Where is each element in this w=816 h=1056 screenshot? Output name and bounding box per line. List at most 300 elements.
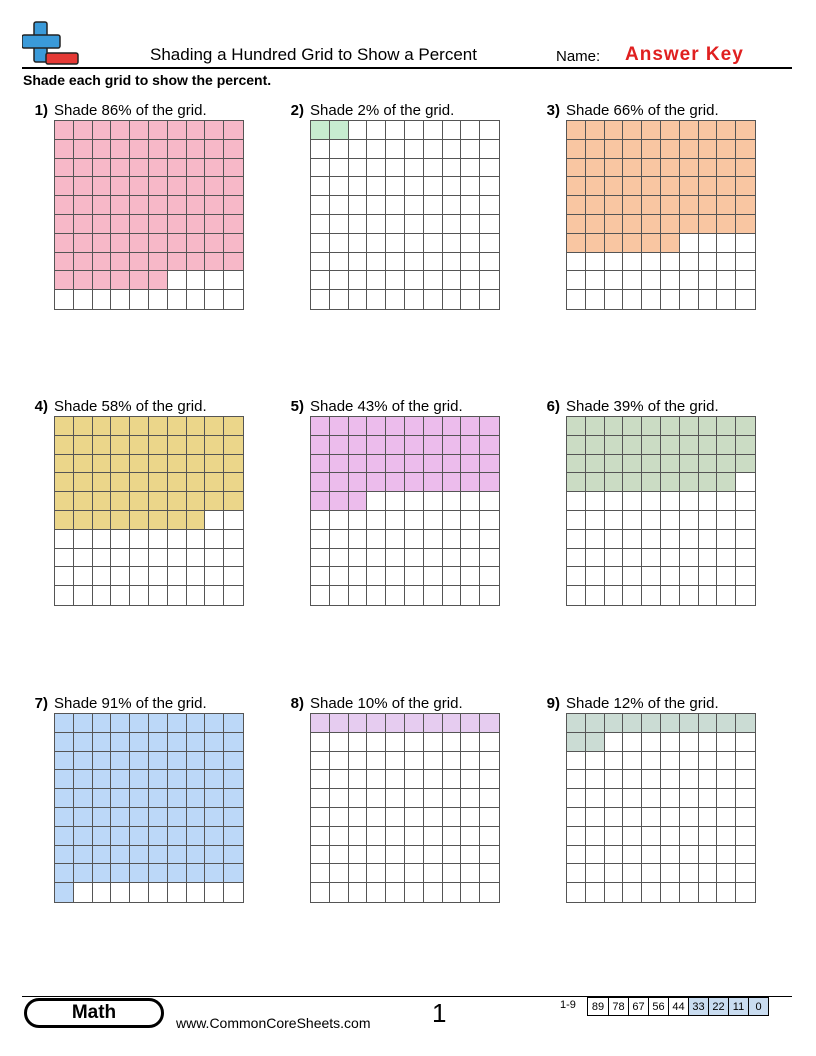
grid-cell[interactable]: [330, 215, 349, 234]
shaded-grid-cell[interactable]: [74, 846, 93, 865]
grid-cell[interactable]: [168, 883, 187, 902]
grid-cell[interactable]: [367, 121, 386, 140]
grid-cell[interactable]: [567, 586, 586, 605]
shaded-grid-cell[interactable]: [680, 196, 699, 215]
shaded-grid-cell[interactable]: [93, 253, 112, 272]
shaded-grid-cell[interactable]: [130, 827, 149, 846]
grid-cell[interactable]: [567, 789, 586, 808]
grid-cell[interactable]: [349, 121, 368, 140]
grid-cell[interactable]: [74, 290, 93, 309]
shaded-grid-cell[interactable]: [586, 455, 605, 474]
shaded-grid-cell[interactable]: [224, 846, 243, 865]
shaded-grid-cell[interactable]: [424, 455, 443, 474]
shaded-grid-cell[interactable]: [205, 846, 224, 865]
shaded-grid-cell[interactable]: [642, 177, 661, 196]
shaded-grid-cell[interactable]: [642, 455, 661, 474]
shaded-grid-cell[interactable]: [330, 121, 349, 140]
shaded-grid-cell[interactable]: [205, 177, 224, 196]
grid-cell[interactable]: [480, 827, 499, 846]
grid-cell[interactable]: [349, 846, 368, 865]
grid-cell[interactable]: [443, 253, 462, 272]
shaded-grid-cell[interactable]: [111, 827, 130, 846]
shaded-grid-cell[interactable]: [680, 121, 699, 140]
shaded-grid-cell[interactable]: [443, 417, 462, 436]
grid-cell[interactable]: [424, 808, 443, 827]
grid-cell[interactable]: [623, 492, 642, 511]
shaded-grid-cell[interactable]: [168, 177, 187, 196]
grid-cell[interactable]: [642, 883, 661, 902]
grid-cell[interactable]: [443, 215, 462, 234]
grid-cell[interactable]: [55, 530, 74, 549]
shaded-grid-cell[interactable]: [130, 417, 149, 436]
shaded-grid-cell[interactable]: [680, 417, 699, 436]
shaded-grid-cell[interactable]: [149, 196, 168, 215]
grid-cell[interactable]: [330, 530, 349, 549]
shaded-grid-cell[interactable]: [55, 846, 74, 865]
grid-cell[interactable]: [367, 846, 386, 865]
grid-cell[interactable]: [717, 808, 736, 827]
grid-cell[interactable]: [443, 846, 462, 865]
shaded-grid-cell[interactable]: [93, 752, 112, 771]
shaded-grid-cell[interactable]: [717, 215, 736, 234]
grid-cell[interactable]: [386, 215, 405, 234]
shaded-grid-cell[interactable]: [224, 455, 243, 474]
shaded-grid-cell[interactable]: [567, 121, 586, 140]
shaded-grid-cell[interactable]: [55, 253, 74, 272]
shaded-grid-cell[interactable]: [605, 121, 624, 140]
grid-cell[interactable]: [330, 770, 349, 789]
shaded-grid-cell[interactable]: [367, 436, 386, 455]
grid-cell[interactable]: [330, 253, 349, 272]
grid-cell[interactable]: [605, 511, 624, 530]
shaded-grid-cell[interactable]: [623, 140, 642, 159]
grid-cell[interactable]: [567, 883, 586, 902]
grid-cell[interactable]: [736, 883, 755, 902]
shaded-grid-cell[interactable]: [187, 733, 206, 752]
grid-cell[interactable]: [680, 511, 699, 530]
shaded-grid-cell[interactable]: [623, 177, 642, 196]
shaded-grid-cell[interactable]: [55, 864, 74, 883]
shaded-grid-cell[interactable]: [168, 789, 187, 808]
shaded-grid-cell[interactable]: [149, 864, 168, 883]
grid-cell[interactable]: [224, 549, 243, 568]
grid-cell[interactable]: [605, 567, 624, 586]
grid-cell[interactable]: [699, 846, 718, 865]
grid-cell[interactable]: [567, 770, 586, 789]
grid-cell[interactable]: [349, 549, 368, 568]
grid-cell[interactable]: [623, 770, 642, 789]
shaded-grid-cell[interactable]: [93, 215, 112, 234]
grid-cell[interactable]: [367, 140, 386, 159]
shaded-grid-cell[interactable]: [74, 253, 93, 272]
grid-cell[interactable]: [586, 789, 605, 808]
grid-cell[interactable]: [311, 586, 330, 605]
shaded-grid-cell[interactable]: [424, 473, 443, 492]
grid-cell[interactable]: [680, 253, 699, 272]
shaded-grid-cell[interactable]: [187, 159, 206, 178]
shaded-grid-cell[interactable]: [642, 159, 661, 178]
shaded-grid-cell[interactable]: [224, 827, 243, 846]
shaded-grid-cell[interactable]: [149, 121, 168, 140]
grid-cell[interactable]: [567, 253, 586, 272]
shaded-grid-cell[interactable]: [55, 733, 74, 752]
grid-cell[interactable]: [605, 864, 624, 883]
shaded-grid-cell[interactable]: [349, 436, 368, 455]
hundred-grid[interactable]: [310, 416, 500, 606]
shaded-grid-cell[interactable]: [55, 436, 74, 455]
shaded-grid-cell[interactable]: [111, 808, 130, 827]
shaded-grid-cell[interactable]: [149, 827, 168, 846]
grid-cell[interactable]: [405, 253, 424, 272]
shaded-grid-cell[interactable]: [55, 714, 74, 733]
shaded-grid-cell[interactable]: [349, 417, 368, 436]
grid-cell[interactable]: [586, 883, 605, 902]
grid-cell[interactable]: [443, 234, 462, 253]
grid-cell[interactable]: [642, 864, 661, 883]
grid-cell[interactable]: [661, 511, 680, 530]
shaded-grid-cell[interactable]: [642, 121, 661, 140]
shaded-grid-cell[interactable]: [55, 752, 74, 771]
shaded-grid-cell[interactable]: [187, 752, 206, 771]
shaded-grid-cell[interactable]: [55, 473, 74, 492]
grid-cell[interactable]: [349, 177, 368, 196]
grid-cell[interactable]: [717, 789, 736, 808]
shaded-grid-cell[interactable]: [130, 455, 149, 474]
grid-cell[interactable]: [111, 290, 130, 309]
grid-cell[interactable]: [443, 770, 462, 789]
shaded-grid-cell[interactable]: [605, 714, 624, 733]
grid-cell[interactable]: [224, 511, 243, 530]
grid-cell[interactable]: [680, 234, 699, 253]
grid-cell[interactable]: [311, 549, 330, 568]
shaded-grid-cell[interactable]: [168, 234, 187, 253]
grid-cell[interactable]: [661, 883, 680, 902]
grid-cell[interactable]: [480, 808, 499, 827]
grid-cell[interactable]: [642, 752, 661, 771]
grid-cell[interactable]: [661, 253, 680, 272]
grid-cell[interactable]: [717, 846, 736, 865]
shaded-grid-cell[interactable]: [130, 253, 149, 272]
grid-cell[interactable]: [642, 567, 661, 586]
grid-cell[interactable]: [93, 530, 112, 549]
grid-cell[interactable]: [330, 883, 349, 902]
grid-cell[interactable]: [461, 752, 480, 771]
shaded-grid-cell[interactable]: [187, 253, 206, 272]
grid-cell[interactable]: [405, 770, 424, 789]
grid-cell[interactable]: [386, 846, 405, 865]
shaded-grid-cell[interactable]: [205, 196, 224, 215]
shaded-grid-cell[interactable]: [480, 714, 499, 733]
grid-cell[interactable]: [367, 770, 386, 789]
shaded-grid-cell[interactable]: [205, 770, 224, 789]
grid-cell[interactable]: [187, 567, 206, 586]
hundred-grid[interactable]: [566, 416, 756, 606]
shaded-grid-cell[interactable]: [149, 770, 168, 789]
shaded-grid-cell[interactable]: [187, 492, 206, 511]
shaded-grid-cell[interactable]: [586, 436, 605, 455]
shaded-grid-cell[interactable]: [224, 234, 243, 253]
shaded-grid-cell[interactable]: [311, 714, 330, 733]
shaded-grid-cell[interactable]: [224, 196, 243, 215]
shaded-grid-cell[interactable]: [605, 417, 624, 436]
grid-cell[interactable]: [311, 808, 330, 827]
shaded-grid-cell[interactable]: [55, 196, 74, 215]
shaded-grid-cell[interactable]: [187, 846, 206, 865]
grid-cell[interactable]: [661, 752, 680, 771]
grid-cell[interactable]: [149, 530, 168, 549]
shaded-grid-cell[interactable]: [205, 789, 224, 808]
grid-cell[interactable]: [661, 530, 680, 549]
shaded-grid-cell[interactable]: [605, 215, 624, 234]
shaded-grid-cell[interactable]: [74, 492, 93, 511]
grid-cell[interactable]: [386, 290, 405, 309]
shaded-grid-cell[interactable]: [605, 196, 624, 215]
grid-cell[interactable]: [367, 567, 386, 586]
shaded-grid-cell[interactable]: [717, 473, 736, 492]
grid-cell[interactable]: [661, 808, 680, 827]
grid-cell[interactable]: [311, 177, 330, 196]
shaded-grid-cell[interactable]: [55, 789, 74, 808]
grid-cell[interactable]: [367, 586, 386, 605]
grid-cell[interactable]: [461, 883, 480, 902]
shaded-grid-cell[interactable]: [736, 196, 755, 215]
grid-cell[interactable]: [736, 549, 755, 568]
grid-cell[interactable]: [424, 234, 443, 253]
grid-cell[interactable]: [443, 883, 462, 902]
shaded-grid-cell[interactable]: [130, 473, 149, 492]
grid-cell[interactable]: [367, 271, 386, 290]
grid-cell[interactable]: [480, 586, 499, 605]
shaded-grid-cell[interactable]: [680, 215, 699, 234]
shaded-grid-cell[interactable]: [149, 417, 168, 436]
grid-cell[interactable]: [367, 549, 386, 568]
shaded-grid-cell[interactable]: [605, 473, 624, 492]
grid-cell[interactable]: [55, 586, 74, 605]
shaded-grid-cell[interactable]: [130, 271, 149, 290]
shaded-grid-cell[interactable]: [224, 417, 243, 436]
shaded-grid-cell[interactable]: [717, 436, 736, 455]
grid-cell[interactable]: [623, 271, 642, 290]
grid-cell[interactable]: [349, 530, 368, 549]
shaded-grid-cell[interactable]: [623, 121, 642, 140]
grid-cell[interactable]: [386, 864, 405, 883]
shaded-grid-cell[interactable]: [205, 140, 224, 159]
grid-cell[interactable]: [187, 586, 206, 605]
grid-cell[interactable]: [424, 159, 443, 178]
grid-cell[interactable]: [205, 530, 224, 549]
grid-cell[interactable]: [149, 883, 168, 902]
shaded-grid-cell[interactable]: [93, 808, 112, 827]
shaded-grid-cell[interactable]: [680, 473, 699, 492]
grid-cell[interactable]: [642, 511, 661, 530]
grid-cell[interactable]: [567, 864, 586, 883]
grid-cell[interactable]: [330, 159, 349, 178]
grid-cell[interactable]: [480, 196, 499, 215]
shaded-grid-cell[interactable]: [567, 436, 586, 455]
shaded-grid-cell[interactable]: [111, 436, 130, 455]
shaded-grid-cell[interactable]: [168, 511, 187, 530]
grid-cell[interactable]: [680, 530, 699, 549]
shaded-grid-cell[interactable]: [311, 436, 330, 455]
shaded-grid-cell[interactable]: [699, 215, 718, 234]
shaded-grid-cell[interactable]: [93, 436, 112, 455]
shaded-grid-cell[interactable]: [168, 159, 187, 178]
grid-cell[interactable]: [55, 290, 74, 309]
grid-cell[interactable]: [717, 511, 736, 530]
grid-cell[interactable]: [605, 827, 624, 846]
grid-cell[interactable]: [623, 530, 642, 549]
shaded-grid-cell[interactable]: [55, 883, 74, 902]
grid-cell[interactable]: [642, 808, 661, 827]
shaded-grid-cell[interactable]: [661, 140, 680, 159]
grid-cell[interactable]: [567, 549, 586, 568]
grid-cell[interactable]: [623, 733, 642, 752]
grid-cell[interactable]: [424, 177, 443, 196]
grid-cell[interactable]: [187, 530, 206, 549]
shaded-grid-cell[interactable]: [586, 473, 605, 492]
grid-cell[interactable]: [187, 549, 206, 568]
grid-cell[interactable]: [205, 567, 224, 586]
grid-cell[interactable]: [480, 492, 499, 511]
shaded-grid-cell[interactable]: [205, 733, 224, 752]
shaded-grid-cell[interactable]: [111, 121, 130, 140]
shaded-grid-cell[interactable]: [205, 436, 224, 455]
shaded-grid-cell[interactable]: [480, 436, 499, 455]
grid-cell[interactable]: [680, 770, 699, 789]
grid-cell[interactable]: [680, 290, 699, 309]
grid-cell[interactable]: [405, 159, 424, 178]
grid-cell[interactable]: [586, 492, 605, 511]
grid-cell[interactable]: [717, 733, 736, 752]
grid-cell[interactable]: [349, 789, 368, 808]
shaded-grid-cell[interactable]: [187, 827, 206, 846]
shaded-grid-cell[interactable]: [187, 864, 206, 883]
shaded-grid-cell[interactable]: [149, 714, 168, 733]
grid-cell[interactable]: [443, 567, 462, 586]
grid-cell[interactable]: [367, 253, 386, 272]
grid-cell[interactable]: [405, 846, 424, 865]
shaded-grid-cell[interactable]: [149, 159, 168, 178]
shaded-grid-cell[interactable]: [461, 714, 480, 733]
grid-cell[interactable]: [443, 789, 462, 808]
shaded-grid-cell[interactable]: [55, 271, 74, 290]
grid-cell[interactable]: [349, 770, 368, 789]
shaded-grid-cell[interactable]: [74, 215, 93, 234]
shaded-grid-cell[interactable]: [567, 177, 586, 196]
grid-cell[interactable]: [661, 864, 680, 883]
shaded-grid-cell[interactable]: [168, 714, 187, 733]
shaded-grid-cell[interactable]: [680, 436, 699, 455]
grid-cell[interactable]: [586, 549, 605, 568]
shaded-grid-cell[interactable]: [349, 455, 368, 474]
grid-cell[interactable]: [699, 752, 718, 771]
shaded-grid-cell[interactable]: [74, 473, 93, 492]
grid-cell[interactable]: [386, 586, 405, 605]
shaded-grid-cell[interactable]: [224, 733, 243, 752]
grid-cell[interactable]: [187, 883, 206, 902]
grid-cell[interactable]: [349, 196, 368, 215]
grid-cell[interactable]: [605, 271, 624, 290]
shaded-grid-cell[interactable]: [74, 511, 93, 530]
grid-cell[interactable]: [586, 752, 605, 771]
shaded-grid-cell[interactable]: [386, 455, 405, 474]
shaded-grid-cell[interactable]: [349, 473, 368, 492]
grid-cell[interactable]: [367, 234, 386, 253]
grid-cell[interactable]: [736, 733, 755, 752]
shaded-grid-cell[interactable]: [717, 159, 736, 178]
shaded-grid-cell[interactable]: [567, 159, 586, 178]
grid-cell[interactable]: [605, 549, 624, 568]
shaded-grid-cell[interactable]: [736, 215, 755, 234]
shaded-grid-cell[interactable]: [680, 140, 699, 159]
grid-cell[interactable]: [443, 196, 462, 215]
grid-cell[interactable]: [424, 883, 443, 902]
shaded-grid-cell[interactable]: [699, 121, 718, 140]
shaded-grid-cell[interactable]: [187, 473, 206, 492]
grid-cell[interactable]: [443, 733, 462, 752]
shaded-grid-cell[interactable]: [443, 714, 462, 733]
shaded-grid-cell[interactable]: [405, 417, 424, 436]
grid-cell[interactable]: [736, 290, 755, 309]
grid-cell[interactable]: [623, 567, 642, 586]
shaded-grid-cell[interactable]: [187, 140, 206, 159]
grid-cell[interactable]: [699, 492, 718, 511]
shaded-grid-cell[interactable]: [205, 121, 224, 140]
grid-cell[interactable]: [330, 808, 349, 827]
shaded-grid-cell[interactable]: [405, 455, 424, 474]
grid-cell[interactable]: [386, 159, 405, 178]
grid-cell[interactable]: [205, 511, 224, 530]
shaded-grid-cell[interactable]: [717, 417, 736, 436]
grid-cell[interactable]: [405, 586, 424, 605]
grid-cell[interactable]: [74, 530, 93, 549]
grid-cell[interactable]: [367, 530, 386, 549]
shaded-grid-cell[interactable]: [149, 455, 168, 474]
grid-cell[interactable]: [55, 549, 74, 568]
grid-cell[interactable]: [311, 140, 330, 159]
grid-cell[interactable]: [424, 789, 443, 808]
grid-cell[interactable]: [168, 567, 187, 586]
grid-cell[interactable]: [699, 511, 718, 530]
grid-cell[interactable]: [330, 271, 349, 290]
grid-cell[interactable]: [717, 827, 736, 846]
grid-cell[interactable]: [605, 808, 624, 827]
grid-cell[interactable]: [605, 530, 624, 549]
shaded-grid-cell[interactable]: [642, 196, 661, 215]
shaded-grid-cell[interactable]: [642, 473, 661, 492]
grid-cell[interactable]: [480, 253, 499, 272]
grid-cell[interactable]: [187, 271, 206, 290]
shaded-grid-cell[interactable]: [130, 789, 149, 808]
grid-cell[interactable]: [623, 290, 642, 309]
grid-cell[interactable]: [349, 567, 368, 586]
grid-cell[interactable]: [349, 586, 368, 605]
grid-cell[interactable]: [680, 808, 699, 827]
shaded-grid-cell[interactable]: [55, 511, 74, 530]
shaded-grid-cell[interactable]: [224, 473, 243, 492]
shaded-grid-cell[interactable]: [187, 511, 206, 530]
shaded-grid-cell[interactable]: [386, 714, 405, 733]
grid-cell[interactable]: [680, 883, 699, 902]
shaded-grid-cell[interactable]: [699, 455, 718, 474]
shaded-grid-cell[interactable]: [130, 177, 149, 196]
grid-cell[interactable]: [699, 808, 718, 827]
grid-cell[interactable]: [461, 789, 480, 808]
shaded-grid-cell[interactable]: [605, 234, 624, 253]
grid-cell[interactable]: [93, 567, 112, 586]
shaded-grid-cell[interactable]: [736, 436, 755, 455]
grid-cell[interactable]: [205, 290, 224, 309]
